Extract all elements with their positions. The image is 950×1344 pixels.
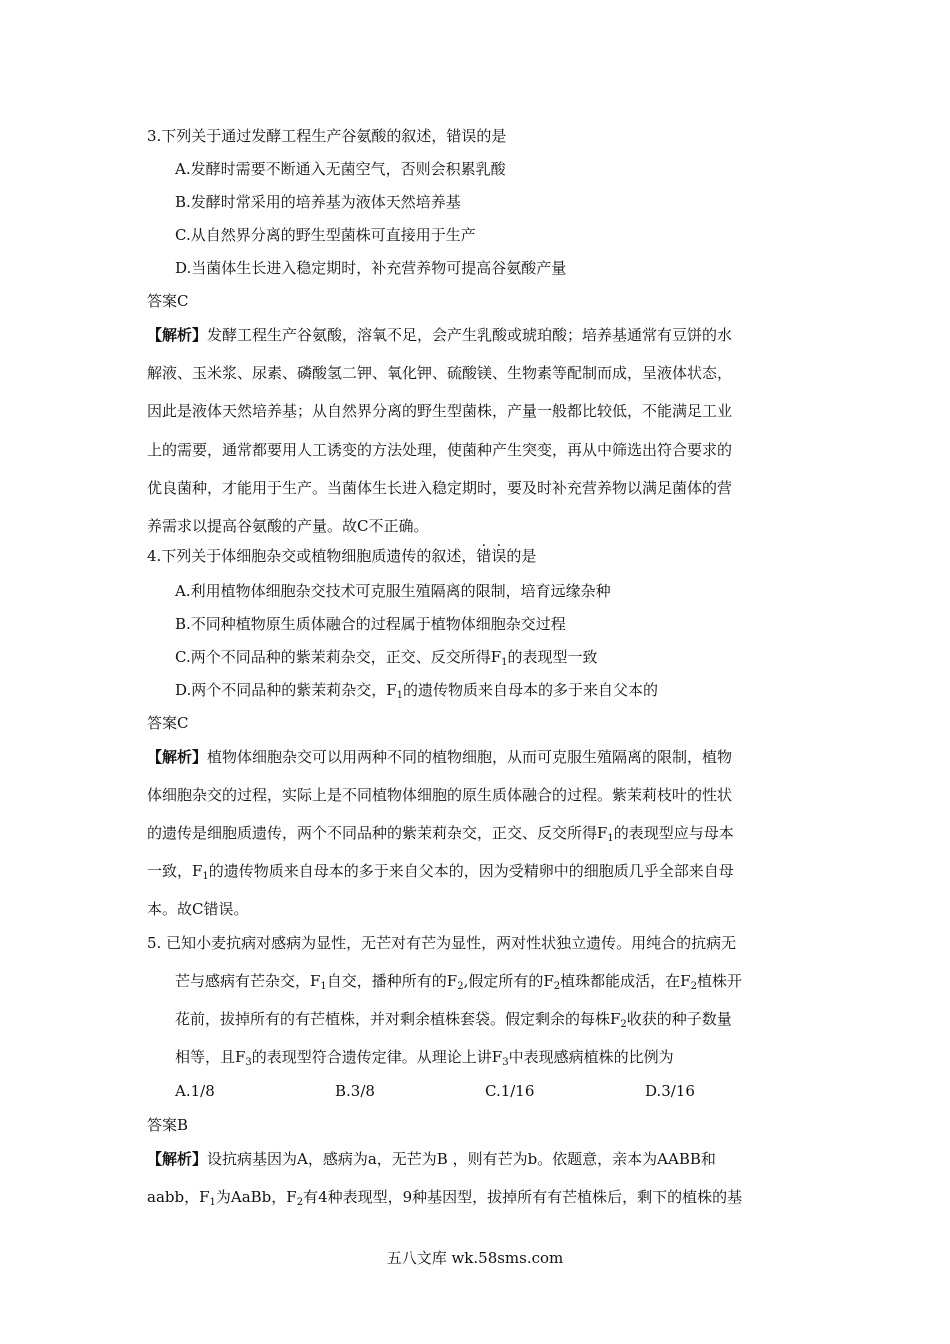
q5-stem-line	[175, 1009, 732, 1035]
option-text: 的表现型一致	[507, 648, 598, 666]
subscript: 1	[202, 871, 209, 882]
analysis-tag: 【解析】	[147, 748, 208, 766]
q5-stem-line	[175, 1047, 674, 1073]
analysis-text: aabb，F	[147, 1188, 210, 1206]
q4-analysis-line: 体细胞杂交的过程，实际上是不同植物体细胞的原生质体融合的过程。紫茉莉枝叶的性状	[147, 786, 733, 804]
subscript: 2	[620, 1019, 627, 1030]
stem-text: 花前，拔掉所有的有芒植株，并对剩余植株套袋。假定剩余的每株F	[175, 1010, 621, 1028]
analysis-text: 发酵工程生产谷氨酸，溶氧不足，会产生乳酸或琥珀酸；培养基通常有豆饼的水	[207, 326, 733, 344]
analysis-text: 有4种表现型，9种基因型，拔掉所有有芒植株后，剩下的植株的基	[303, 1188, 743, 1206]
q3-answer: 答案C	[147, 292, 189, 310]
option-text: D.两个不同品种的紫茉莉杂交，F	[175, 681, 397, 699]
subscript: 2	[690, 981, 697, 992]
stem-text: 相等，且F	[175, 1048, 246, 1066]
subscript: 2	[457, 981, 464, 992]
analysis-text: 的遗传物质来自母本的多于来自父本的，因为受精卵中的细胞质几乎全部来自母	[208, 862, 734, 880]
q3-analysis-line: 养需求以提高谷氨酸的产量。故C不正确。	[147, 517, 429, 535]
q5-option-c: C.1/16	[485, 1082, 535, 1100]
q3-stem: 3.下列关于通过发酵工程生产谷氨酸的叙述，错误的是	[147, 127, 507, 145]
q4-analysis-line	[147, 747, 732, 767]
subscript: 1	[501, 657, 508, 668]
q4-analysis-line	[147, 861, 734, 887]
subscript: 2	[296, 1197, 304, 1208]
q4-answer: 答案C	[147, 714, 189, 732]
stem-text: 芒与感病有芒杂交，F	[175, 972, 321, 990]
q3-option-c: C.从自然界分离的野生型菌株可直接用于生产	[175, 226, 476, 244]
analysis-text: 一致，F	[147, 862, 203, 880]
q5-option-d: D.3/16	[645, 1082, 695, 1100]
subscript: 1	[396, 690, 404, 701]
analysis-tag: 【解析】	[147, 326, 208, 344]
q3-option-b: B.发酵时常采用的培养基为液体天然培养基	[175, 193, 461, 211]
analysis-tag: 【解析】	[147, 1150, 208, 1168]
stem-text: 植株开	[696, 972, 742, 990]
stem-text: 中表现感病植株的比例为	[508, 1048, 674, 1066]
option-text: 的遗传物质来自母本的多于来自父本的	[403, 681, 659, 699]
q4-option-d	[175, 680, 658, 706]
subscript: 3	[245, 1057, 252, 1068]
q3-analysis-line: 因此是液体天然培养基；从自然界分离的野生型菌株，产量一般都比较低，不能满足工业	[147, 402, 733, 420]
q4-option-c	[175, 647, 598, 673]
analysis-text: 设抗病基因为A，感病为a，无芒为B ，则有芒为b。依题意，亲本为AABB和	[207, 1150, 716, 1168]
q5-stem-line: 5. 已知小麦抗病对感病为显性，无芒对有芒为显性，两对性状独立遗传。用纯合的抗病无	[147, 934, 737, 952]
q5-option-a: A.1/8	[175, 1082, 215, 1100]
subscript: 1	[607, 833, 614, 844]
q4-option-a: A.利用植物体细胞杂交技术可克服生殖隔离的限制，培育远缘杂种	[175, 582, 611, 600]
stem-text: 植珠都能成活，在F	[560, 972, 691, 990]
q5-stem-line	[175, 971, 742, 997]
subscript: 1	[320, 981, 327, 992]
q5-answer: 答案B	[147, 1116, 189, 1134]
subscript: 3	[502, 1057, 509, 1068]
q3-analysis-line: 解液、玉米浆、尿素、磷酸氢二钾、氧化钾、硫酸镁、生物素等配制而成，呈液体状态，	[147, 364, 733, 382]
stem-text: ,假定所有的F	[463, 972, 554, 990]
q4-stem-text: 的是	[506, 547, 537, 565]
q4-analysis-line	[147, 823, 734, 849]
q3-analysis-line: 上的需要，通常都要用人工诱变的方法处理，使菌种产生突变，再从中筛选出符合要求的	[147, 441, 733, 459]
q3-analysis-line: 优良菌种，才能用于生产。当菌体生长进入稳定期时，要及时补充营养物以满足菌体的营	[147, 479, 733, 497]
q4-stem	[147, 546, 536, 566]
q5-analysis-line	[147, 1187, 742, 1213]
stem-text: 自交，播种所有的F	[326, 972, 458, 990]
q3-analysis-line	[147, 325, 732, 345]
q4-stem-text: 4.下列关于体细胞杂交或植物细胞质遗传的叙述，	[147, 547, 477, 565]
q5-option-b: B.3/8	[335, 1082, 375, 1100]
emphasis-char: 错	[476, 547, 492, 565]
analysis-text: 植物体细胞杂交可以用两种不同的植物细胞，从而可克服生殖隔离的限制，植物	[207, 748, 733, 766]
option-text: C.两个不同品种的紫茉莉杂交，正交、反交所得F	[175, 648, 502, 666]
subscript: 2	[553, 981, 561, 992]
page-footer: 五八文库 wk.58sms.com	[386, 1249, 564, 1267]
q5-analysis-line	[147, 1149, 716, 1169]
q3-option-a: A.发酵时需要不断通入无菌空气，否则会积累乳酸	[175, 160, 506, 178]
analysis-text: 为AaBb，F	[215, 1188, 297, 1206]
subscript: 1	[209, 1197, 216, 1208]
q4-analysis-line: 本。故C错误。	[147, 900, 249, 918]
emphasis-char: 误	[491, 547, 507, 565]
stem-text: 的表现型符合遗传定律。从理论上讲F	[251, 1048, 503, 1066]
q3-option-d: D.当菌体生长进入稳定期时，补充营养物可提高谷氨酸产量	[175, 259, 567, 277]
q4-option-b: B.不同种植物原生质体融合的过程属于植物体细胞杂交过程	[175, 615, 566, 633]
stem-text: 收获的种子数量	[626, 1010, 732, 1028]
analysis-text: 的遗传是细胞质遗传，两个不同品种的紫茉莉杂交，正交、反交所得F	[147, 824, 608, 842]
analysis-text: 的表现型应与母本	[613, 824, 734, 842]
